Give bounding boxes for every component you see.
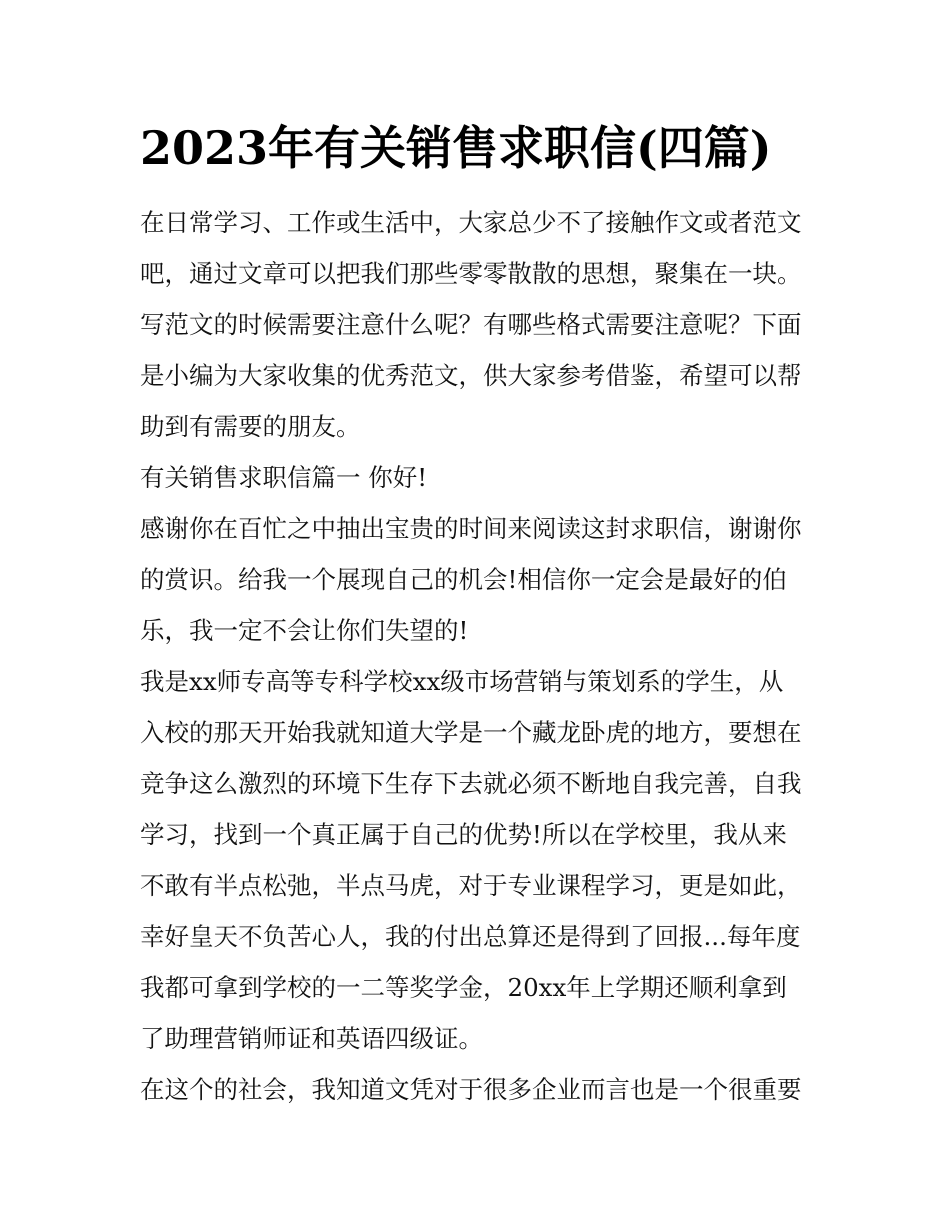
body-line: 了助理营销师证和英语四级证。 [140,1024,483,1053]
body-line: 写范文的时候需要注意什么呢？有哪些格式需要注意呢？下面 [140,310,802,339]
body-line: 学习，找到一个真正属于自己的优势!所以在学校里，我从来 [140,820,787,849]
body-line: 在日常学习、工作或生活中，大家总少不了接触作文或者范文 [140,208,802,237]
body-line: 助到有需要的朋友。 [140,412,361,441]
body-line: 竞争这么激烈的环境下生存下去就必须不断地自我完善，自我 [140,769,802,798]
document-body [140,197,830,1115]
body-line: 不敢有半点松弛，半点马虎，对于专业课程学习，更是如此， [140,871,802,900]
body-line: 入校的那天开始我就知道大学是一个藏龙卧虎的地方，要想在 [140,718,802,747]
body-line: 乐，我一定不会让你们失望的! [140,616,469,645]
body-line: 感谢你在百忙之中抽出宝贵的时间来阅读这封求职信，谢谢你 [140,514,802,543]
body-line: 幸好皇天不负苦心人，我的付出总算还是得到了回报...每年度 [140,922,801,951]
body-line: 我是xx师专高等专科学校xx级市场营销与策划系的学生，从 [140,667,784,696]
document-title: 2023年有关销售求职信(四篇) [140,121,772,175]
section-heading-line: 有关销售求职信篇一 你好! [140,463,428,492]
body-line: 的赏识。给我一个展现自己的机会!相信你一定会是最好的伯 [140,565,787,594]
body-line: 是小编为大家收集的优秀范文，供大家参考借鉴，希望可以帮 [140,361,802,390]
body-line: 在这个的社会，我知道文凭对于很多企业而言也是一个很重要 [140,1075,802,1104]
body-line: 吧，通过文章可以把我们那些零零散散的思想，聚集在一块。 [140,259,802,288]
body-line: 我都可拿到学校的一二等奖学金，20xx年上学期还顺利拿到 [140,973,787,1002]
